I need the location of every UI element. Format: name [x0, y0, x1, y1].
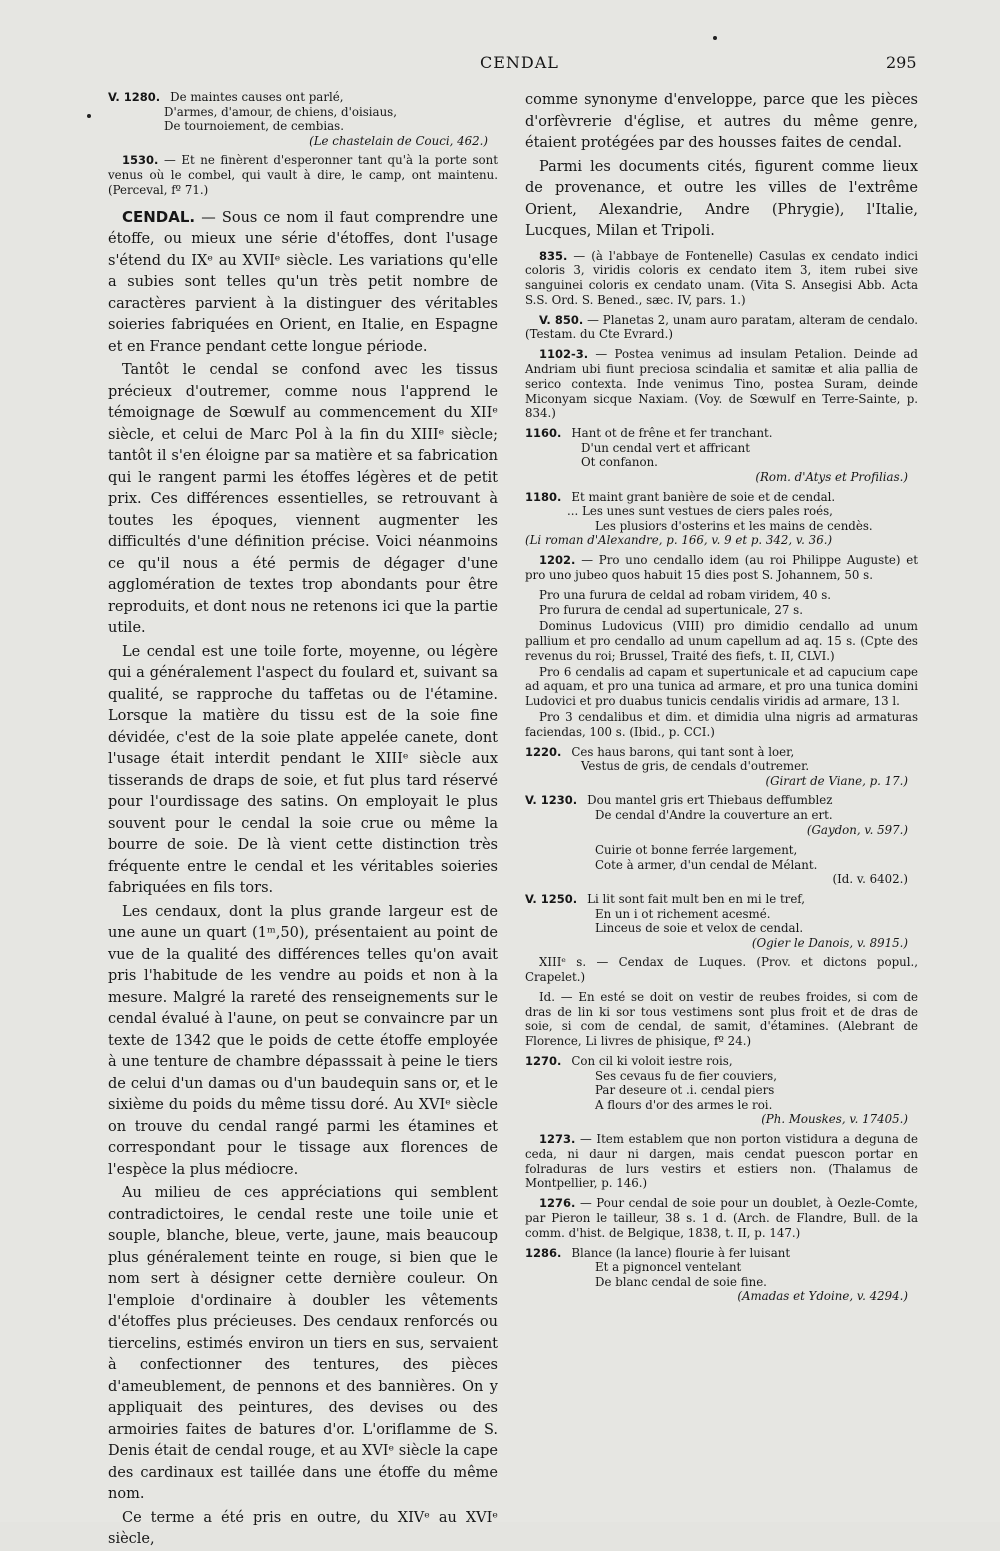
verse-line: Ces haus barons, qui tant sont à loer, — [571, 744, 795, 759]
verse-line: Vestus de gris, de cendals d'outremer. — [581, 759, 810, 774]
verse-line: Li lit sont fait mult ben en mi le tref, — [587, 891, 805, 906]
article-paragraph: Le cendal est une toile forte, moyenne, ou légère qui a généralement l'aspect du foulard et, suivant sa qualité, se rapproche du taffetas ou de l'étamine. Lorsque la matière du tissu est de la soie fine dévidée, c'est de la soie plate appelée canete, dont l'usage était interdit pendant le XIIIᵉ siècle aux tisserands de draps de soie, et fut plus tard réservé pour l'ourdissage des satins. On employait le plus souvent pour le cendal la soie crue ou même la bourre de soie. De là vient cette distinction très fréquente entre le cendal et les véritables soieries fabriquées en fils tors. — [108, 643, 498, 897]
verse-line: De maintes causes ont parlé, — [170, 90, 344, 104]
citation-date: 1220. — [525, 744, 562, 759]
citation-1273 — [525, 1132, 918, 1191]
citation-source: (Id. v. 6402.) — [832, 872, 908, 887]
citation-1160 — [525, 426, 918, 484]
headword: CENDAL. — [122, 207, 196, 226]
verse-line: De tournoiement, de cembias. — [164, 119, 344, 134]
verse-line: Les plusiors d'osterins et les mains de cendès. — [595, 518, 873, 533]
article-intro — [108, 207, 498, 359]
verse-line: En un i ot richement acesmé. — [595, 906, 771, 921]
citation-date: V. 1230. — [525, 793, 578, 808]
right-column — [525, 90, 918, 1410]
verse-line: De blanc cendal de soie fine. — [595, 1274, 767, 1289]
verse-line: Et maint grant banière de soie et de cendal. — [571, 489, 836, 504]
citation-text: Pro una furura de celdal ad robam viridem, 40 s. — [539, 587, 832, 602]
citation-source: (Le chastelain de Couci, 462.) — [309, 133, 488, 148]
verse-line: Hant ot de frêne et fer tranchant. — [571, 426, 773, 441]
citation-text: — Pro uno cendallo idem (au roi Philippe Auguste) et pro uno jubeo quos habuit 15 dies post S. Johannem, 50 s. — [525, 553, 918, 582]
citation-date: 1286. — [525, 1245, 562, 1260]
verse-line: Et a pignoncel ventelant — [595, 1260, 742, 1275]
citation-text: — (à l'abbaye de Fontenelle) Casulas ex cendato indici coloris 3, viridis coloris ex cendato item 3, item rubei sive sanguinei coloris ex cendato unam. (Vita S. Ansegisi Abb. Acta S.S. Ord. S. Bened., sæc. IV, pars. 1.) — [525, 248, 918, 307]
verse-line: A flours d'or des armes le roi. — [595, 1097, 773, 1112]
citation-date: 835. — [539, 248, 568, 263]
citation-date: 1270. — [525, 1054, 562, 1069]
verse-line: Con cil ki voloit iestre rois, — [571, 1054, 733, 1069]
citation-text: — Postea venimus ad insulam Petalion. Deinde ad Andriam ubi fiunt preciosa scindalia et samitæ et alia pallia de serico contexta. Inde venimus Tino, postea Suram, deinde Miconyam sicque Naxiam. (Voy. de Sœwulf en Terre-Sainte, p. 834.) — [525, 347, 918, 421]
citation-source: (Ph. Mouskes, v. 17405.) — [761, 1112, 908, 1127]
verse-line: D'un cendal vert et affricant — [581, 440, 750, 455]
verse-line: Cuirie ot bonne ferrée largement, — [595, 843, 798, 858]
citation-text: — Item establem que non porton vistidura a deguna de ceda, ni daur ni dargen, mais cendat puescon portar en folraduras de lurs vestirs et estiers non. (Thalamus de Montpellier, p. 146.) — [525, 1132, 918, 1191]
citation-text: — Planetas 2, unam auro paratam, alteram de cendalo. (Testam. du Cte Evrard.) — [525, 312, 918, 342]
citation-source: (Girart de Viane, p. 17.) — [765, 773, 908, 788]
citation-date: V. 850. — [539, 312, 584, 327]
citation-date: V. 1250. — [525, 891, 578, 906]
citation-source: (Ogier le Danois, v. 8915.) — [751, 935, 908, 950]
citation-text: Pro 3 cendalibus et dim. et dimidia ulna nigris ad armaturas faciendas, 100 s. (Ibid., p. CCI.) — [525, 709, 918, 739]
citation-1286 — [525, 1246, 918, 1304]
citation-source: (Amadas et Ydoine, v. 4294.) — [737, 1289, 908, 1304]
citation-1530 — [108, 153, 498, 197]
verse-line: D'armes, d'amour, de chiens, d'oisiaus, — [164, 104, 397, 119]
citation-1220 — [525, 745, 918, 789]
verse-line: De cendal d'Andre la couverture an ert. — [595, 807, 833, 822]
citation-date: V. 1280. — [108, 90, 161, 104]
citation-1230 — [525, 793, 918, 887]
citation-text: — Et ne finèrent d'esperonner tant qu'à la porte sont venus où le combel, qui vault à dire, le camp, ont maintenu. (Perceval, fº 71.) — [108, 153, 498, 197]
verse-line: Cote à armer, d'un cendal de Mélant. — [595, 857, 818, 872]
citation-1202 — [525, 553, 918, 583]
citation-date: 1276. — [539, 1196, 576, 1211]
page-number: 295 — [886, 53, 917, 72]
citation-date: 1102-3. — [539, 347, 589, 362]
citation-1280 — [108, 90, 498, 148]
citation-text: Dominus Ludovicus (VIII) pro dimidio cendallo ad unum pallium et pro cendallo ad unum capellum ad aq. 15 s. (Cpte des revenus du roi; Brussel, Traité des fiefs, t. II, CLVI.) — [525, 619, 918, 663]
citation-850 — [525, 313, 918, 343]
print-speck — [87, 114, 91, 118]
citation-date: XIIIᵉ s. — [539, 955, 587, 970]
citation-text: — Pour cendal de soie pour un doublet, à Oezle-Comte, par Pieron le tailleur, 38 s. 1 d. (Arch. de Flandre, Bull. de la comm. d'hist. de Belgique, 1838, t. II, p. 147.) — [525, 1196, 918, 1240]
verse-line: Ses cevaus fu de fier couviers, — [595, 1068, 777, 1083]
citation-date: 1273. — [539, 1132, 576, 1147]
citation-source: (Rom. d'Atys et Profilias.) — [755, 470, 908, 485]
verse-line: Dou mantel gris ert Thiebaus deffumblez — [587, 793, 833, 808]
citation-text: — Cendax de Luques. (Prov. et dictons popul., Crapelet.) — [525, 955, 919, 985]
citation-source: (Gaydon, v. 597.) — [806, 822, 908, 837]
citation-835 — [525, 249, 918, 308]
left-column — [108, 90, 499, 1548]
citation-1180 — [525, 490, 918, 548]
verse-line: Par deseure ot .i. cendal piers — [595, 1083, 775, 1098]
article-paragraph: comme synonyme d'enveloppe, parce que les pièces d'orfèvrerie d'église, et autres du même genre, étaient protégées par des housses faites de cendal. — [525, 92, 918, 151]
citation-text: Pro furura de cendal ad supertunicale, 27 s. — [539, 603, 803, 618]
citation-source: (Li roman d'Alexandre, p. 166, v. 9 et p. 342, v. 36.) — [525, 533, 833, 548]
citation-date: 1202. — [539, 553, 576, 568]
article-paragraph: Ce terme a été pris en outre, du XIVᵉ au XVIᵉ siècle, — [108, 1509, 498, 1548]
citation-text: Id. — En esté se doit on vestir de reubes froides, si com de dras de lin ki sor tous vestimens sont plus froit et de dras de soie, si com de cendal, de samit, d'étamines. (Alebrant de Florence, Li livres de phisique, fº 24.) — [525, 989, 918, 1049]
citation-13th-century — [525, 955, 918, 985]
article-paragraph: Les cendaux, dont la plus grande largeur est de une aune un quart (1ᵐ,50), présentaient au point de vue de la qualité des différences telles qu'on avait pris l'habitude de les vendre au poids et non à la mesure. Malgré la rareté des renseignements sur le cendal évalué à l'aune, on peut se convaincre par un texte de 1342 que le poids de cette étoffe employée à une tenture de chambre dépasssait à peine le tiers de celui d'un damas ou d'un baudequin sans or, et le sixième du poids du même tissu doré. Au XVIᵉ siècle on trouve du cendal rangé parmi les étamines et correspondant pour le tissage aux florences de l'espèce la plus médiocre. — [108, 903, 498, 1178]
citation-1276 — [525, 1196, 918, 1240]
article-paragraph: Parmi les documents cités, figurent comme lieux de provenance, et outre les villes de l'extrême Orient, Alexandrie, Andre (Phrygie), l'Italie, Lucques, Milan et Tripoli. — [525, 158, 918, 239]
verse-line: Ot confanon. — [581, 455, 658, 470]
citation-1250 — [525, 892, 918, 950]
verse-line: Linceus de soie et velox de cendal. — [595, 921, 804, 936]
citation-1102 — [525, 347, 918, 421]
verse-line: Blance (la lance) flourie à fer luisant — [571, 1245, 791, 1260]
running-head: CENDAL — [480, 53, 559, 72]
citation-1270 — [525, 1054, 918, 1127]
article-paragraph: Tantôt le cendal se confond avec les tissus précieux d'outremer, comme nous l'apprend le témoignage de Sœwulf au commencement du XIIᵉ siècle, et celui de Marc Pol à la fin du XIIIᵉ siècle; tantôt il s'en éloigne par sa matière et sa fabrication qui le rangent parmi les étoffes légères et de petit prix. Ces différences essentielles, se retrouvant à toutes les époques, viennent augmenter les difficultés d'une définition précise. Voici néanmoins ce qu'il nous a été permis de dégager d'une agglomération de textes trop abondants pour être reproduits, et dont nous ne retenons ici que la partie utile. — [108, 362, 498, 637]
print-speck — [713, 36, 717, 40]
verse-line: ... Les unes sunt vestues de ciers pales roés, — [567, 504, 833, 519]
article-paragraph: Au milieu de ces appréciations qui semblent contradictoires, le cendal reste une toile unie et souple, blanche, bleue, verte, jaune, mais beaucoup plus généralement teinte en rouge, si bien que le nom sert à désigner cette dernière couleur. On l'emploie d'ordinaire à doubler les vêtements d'étoffes plus précieuses. Des cendaux renforcés ou tiercelins, estimés environ un tiers en sus, servaient à confectionner des tentures, des pièces d'ameublement, de pennons et des bannières. On y appliquait des peintures, des devises ou des armoiries faites de batures d'or. L'oriflamme de S. Denis était de cendal rouge, et au XVIᵉ siècle la cape des cardinaux est taillée dans une étoffe du même nom. — [108, 1185, 498, 1503]
citation-date: 1180. — [525, 489, 562, 504]
citation-date: 1530. — [122, 153, 159, 168]
citation-date: 1160. — [525, 426, 562, 441]
citation-text: Pro 6 cendalis ad capam et supertunicale et ad capucium cape ad aquam, et pro una tunica ad armare, et pro una tunica domini Ludovici et pro duabus tunicis cendalis viridis ad armare, 13 l. — [525, 664, 918, 709]
article-text: — Sous ce nom il faut comprendre une étoffe, ou mieux une série d'étoffes, dont l'usage s'étend du IXᵉ au XVIIᵉ siècle. Les variations qu'elle a subies sont telles qu'un très petit nombre de caractères parvient à la distinguer des véritables soieries fabriquées en Orient, en Italie, en Espagne et en France pendant cette longue période. — [108, 209, 499, 355]
